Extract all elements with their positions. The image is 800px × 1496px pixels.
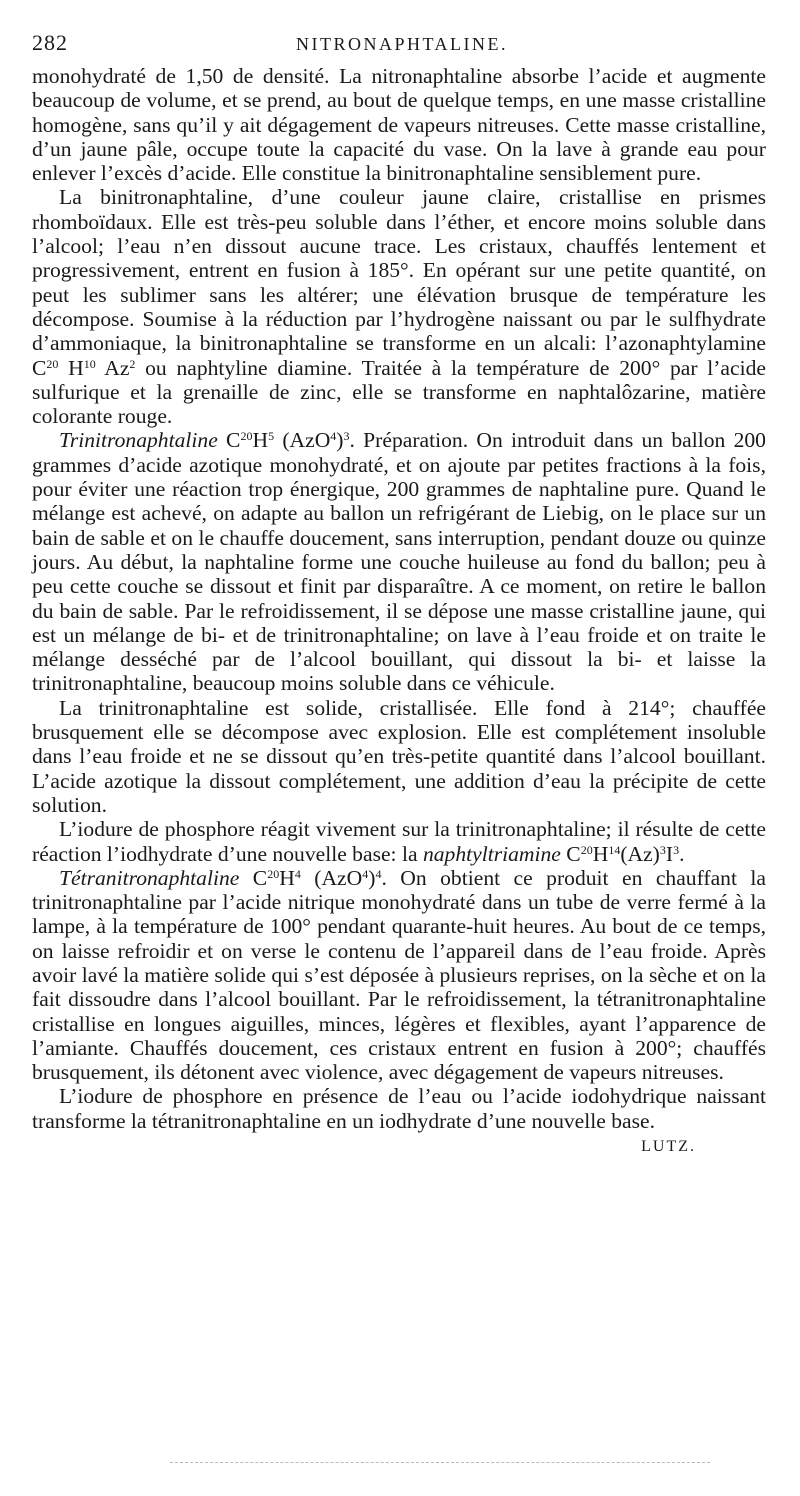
text-run: L’iodure de phosphore réagit vivement sur la trinitronaphtaline; il résulte de cette réaction l’iodhydrate d’une nouvelle base: la <box>32 817 766 866</box>
running-head <box>32 30 766 64</box>
superscript: 20 <box>240 429 253 444</box>
section-heading: Trinitronaphtaline <box>59 428 218 453</box>
formula: (AzO <box>274 428 331 453</box>
body-text <box>32 64 766 1159</box>
superscript: 4 <box>294 866 301 881</box>
paragraph-iodure-reaction <box>32 817 766 866</box>
superscript: 5 <box>268 429 275 444</box>
text-run: H <box>58 355 84 380</box>
superscript: 4 <box>362 866 369 881</box>
text-run: La binitronaphtaline, d’une couleur jaune claire, cristallise en prismes rhomboïdaux. Elle est très-peu soluble dans l’éther, et encore moins soluble dans l’alcool; l’eau n’en dissout aucune trace. Les cristaux, chauffés lentement et progressivement, entrent en fusion à 185°. En opérant sur une petite quantité, on peut les sublimer sans les altérer; une élévation brusque de température les décompose. Soumise à la réduction par l’hydrogène naissant ou par le sulfhydrate d’ammoniaque, la binitronaphtaline se transforme en un alcali: l’azonaphtylamine C <box>32 185 766 380</box>
superscript: 4 <box>375 866 382 881</box>
page-number: 282 <box>32 30 68 55</box>
formula: ) <box>336 428 344 453</box>
formula: C <box>560 841 581 866</box>
superscript: 3 <box>659 842 666 857</box>
formula: I <box>665 841 674 866</box>
text-run: . <box>679 841 685 866</box>
paragraph-trinitronaphtaline-properties: La trinitronaphtaline est solide, cristallisée. Elle fond à 214°; chauffée brusquement elle se décompose avec explosion. Elle est complétement insoluble dans l’eau froide et ne se dissout qu’en très-petite quantité dans l’alcool bouillant. L’acide azotique la dissout complétement, une addition d’eau la précipite de cette solution. <box>32 695 766 817</box>
section-heading: Tétranitronaphtaline <box>59 865 240 890</box>
formula: H <box>252 428 269 453</box>
formula: C <box>217 428 241 453</box>
running-title: NITRONAPHTALINE. <box>296 34 509 54</box>
paragraph-trinitronaphtaline-preparation <box>32 428 766 695</box>
text-run: Az <box>95 355 130 380</box>
superscript: 20 <box>46 356 59 371</box>
formula: C <box>239 865 268 890</box>
superscript: 20 <box>267 866 280 881</box>
bottom-rule <box>170 1462 710 1463</box>
superscript: 10 <box>83 356 96 371</box>
superscript: 4 <box>330 429 337 444</box>
text-run: . On obtient ce produit en chauffant la trinitronaphtaline par l’acide nitrique monohydraté dans un tube de verre fermé à la lampe, à la température de 100° pendant quarante-huit heures. Au bout de ce temps, on laisse refroidir et on verse le contenu de l’appareil dans de l’eau froide. Après avoir lavé la matière solide qui s’est déposée à plusieurs reprises, on la sèche et on la fait dissoudre dans l’alcool bouillant. Par le refroidissement, la tétranitronaphtaline cristallise en longues aiguilles, minces, légères et flexibles, ayant l’apparence de l’amiante. Chauffés doucement, ces cristaux entrent en fusion à 200°; chauffés brusquement, ils détonent avec violence, avec dégagement de vapeurs nitreuses. <box>32 865 766 1085</box>
superscript: 3 <box>343 429 350 444</box>
paragraph-final: L’iodure de phosphore en présence de l’eau ou l’acide iodohydrique naissant transforme la tétranitronaphtaline en un iodhydrate d’une nouvelle base. <box>32 1084 766 1133</box>
text-run: ou naphtyline diamine. Traitée à la température de 200° par l’acide sulfurique et la grenaille de zinc, elle se transforme en naphtalôzarine, matière colorante rouge. <box>32 355 766 429</box>
book-page <box>32 30 766 1159</box>
formula: (Az) <box>620 841 660 866</box>
superscript: 2 <box>129 356 136 371</box>
italic-term: naphtyltriamine <box>422 841 561 866</box>
superscript: 3 <box>673 842 680 857</box>
formula: ) <box>368 865 376 890</box>
text-run: . Préparation. On introduit dans un ballon 200 grammes d’acide azotique monohydraté, et on ajoute par petites fractions à la fois, pour éviter une réaction trop énergique, 200 grammes de naphtaline pure. Quand le mélange est achevé, on adapte au ballon un refrigérant de Liebig, on le place sur un bain de sable et on le chauffe doucement, sans interruption, pendant douze ou quinze jours. Au début, la naphtaline forme une couche huileuse au fond du ballon; peu à peu cette couche se dissout et finit par disparaître. A ce moment, on retire le ballon du bain de sable. Par le refroidissement, il se dépose une masse cristalline jaune, qui est un mélange de bi- et de trinitronaphtaline; on lave à l’eau froide et on traite le mélange desséché par de l’alcool bouillant, qui dissout la bi- et laisse la trinitronaphtaline, beaucoup moins soluble dans ce véhicule. <box>32 428 766 696</box>
author-signature: LUTZ. <box>641 1138 696 1156</box>
paragraph-tetranitronaphtaline <box>32 866 766 1085</box>
superscript: 14 <box>608 842 621 857</box>
paragraph-binitronaphtaline <box>32 185 766 428</box>
formula: (AzO <box>300 865 363 890</box>
formula: H <box>279 865 295 890</box>
paragraph-continuation: monohydraté de 1,50 de densité. La nitronaphtaline absorbe l’acide et augmente beaucoup de volume, et se prend, au bout de quelque temps, en une masse cristalline homogène, sans qu’il y ait dégagement de vapeurs nitreuses. Cette masse cristalline, d’un jaune pâle, occupe toute la capacité du vase. On la lave à grande eau pour enlever l’excès d’acide. Elle constitue la binitronaphtaline sensiblement pure. <box>32 64 766 186</box>
superscript: 20 <box>580 842 593 857</box>
formula: H <box>592 841 609 866</box>
